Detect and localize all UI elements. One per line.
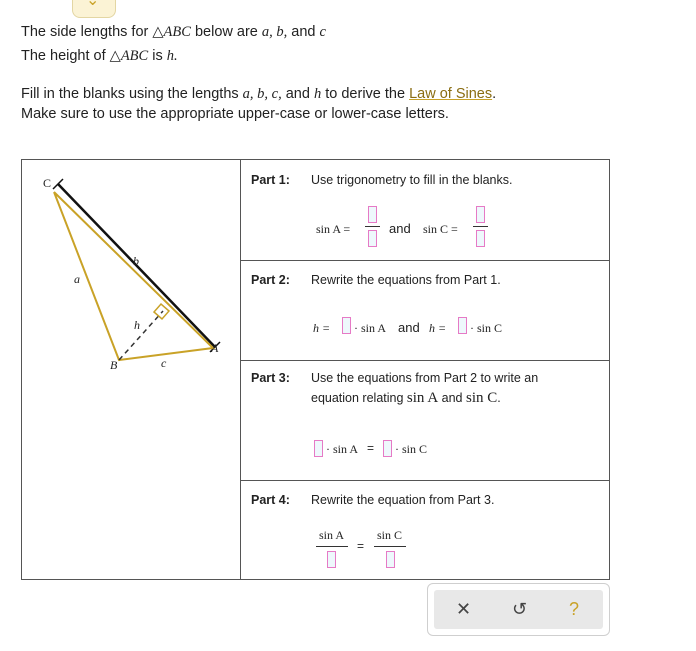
- fraction-bar: [316, 546, 348, 547]
- toolbar-inner: [434, 590, 603, 629]
- dot-sinA-label: · sin A: [354, 321, 387, 335]
- right-angle-marker: [154, 304, 169, 319]
- triangle-figure: [22, 160, 239, 579]
- help-button[interactable]: ?: [569, 599, 580, 619]
- height-line: [119, 311, 163, 360]
- part4-blank-2[interactable]: [386, 551, 395, 568]
- part-2-title: Part 2:: [251, 273, 290, 287]
- part-3-title: Part 3:: [251, 371, 290, 385]
- part2-blank-2[interactable]: [458, 317, 467, 334]
- law-of-sines-link[interactable]: Law of Sines: [409, 86, 493, 102]
- vertex-B-label: B: [110, 358, 118, 372]
- equals-sign: =: [357, 539, 365, 553]
- part3-blank-2[interactable]: [383, 440, 392, 457]
- chevron-down-icon: ⌄: [86, 0, 100, 9]
- height-line: The height of △ABC is h.: [21, 48, 178, 64]
- and-label: and: [389, 221, 411, 236]
- part-4-title: Part 4:: [251, 493, 290, 507]
- part-3-text-line2: equation relating sin A and sin C.: [311, 390, 501, 406]
- answer-toolbar: [427, 583, 610, 636]
- fraction-bar: [473, 226, 488, 227]
- part1-sinA-numerator[interactable]: [368, 206, 377, 223]
- sinA-numerator-label: sin A: [319, 528, 345, 542]
- fraction-bar: [374, 546, 406, 547]
- row-divider: [240, 480, 610, 481]
- clear-button[interactable]: ✕: [456, 599, 472, 619]
- instructions-line: Fill in the blanks using the lengths a, b, c, and h to derive the Law of Sines.: [21, 86, 497, 102]
- sinC-label: sin C =: [423, 222, 458, 236]
- part1-sinA-denominator[interactable]: [368, 230, 377, 247]
- fraction-bar: [365, 226, 380, 227]
- dot-sinC-label: · sin C: [470, 321, 503, 335]
- side-c-label: c: [161, 356, 167, 370]
- column-divider: [240, 160, 241, 579]
- sinC-numerator-label: sin C: [377, 528, 403, 542]
- side-lengths-line: The side lengths for △ABC below are a, b, and c: [21, 24, 326, 40]
- side-b-label: b: [133, 254, 139, 268]
- part3-blank-1[interactable]: [314, 440, 323, 457]
- part-2-text: Rewrite the equations from Part 1.: [311, 273, 501, 287]
- part4-blank-1[interactable]: [327, 551, 336, 568]
- side-a-label: a: [74, 272, 80, 286]
- undo-button[interactable]: ↺: [512, 599, 528, 619]
- part2-blank-1[interactable]: [342, 317, 351, 334]
- height-h-label: h: [134, 318, 140, 332]
- dot-sinC-label: · sin C: [395, 442, 428, 456]
- row-divider: [240, 360, 610, 361]
- vertex-A-label: A: [211, 341, 219, 355]
- row-divider: [240, 260, 610, 261]
- part1-sinC-numerator[interactable]: [476, 206, 485, 223]
- vertex-C-label: C: [43, 176, 52, 190]
- sinA-label: sin A =: [316, 222, 351, 236]
- instructions-line-2: Make sure to use the appropriate upper-case or lower-case letters.: [21, 106, 449, 122]
- part-3-text-line1: Use the equations from Part 2 to write an: [311, 371, 539, 385]
- collapse-toggle[interactable]: [72, 0, 116, 18]
- dot-sinA-label: · sin A: [326, 442, 359, 456]
- h-eq-label: h =: [429, 321, 447, 335]
- h-eq-label: h =: [313, 321, 331, 335]
- derivation-table: [21, 159, 610, 580]
- part-4-text: Rewrite the equation from Part 3.: [311, 493, 495, 507]
- part-1-title: Part 1:: [251, 173, 290, 187]
- part-1-text: Use trigonometry to fill in the blanks.: [311, 173, 513, 187]
- part1-sinC-denominator[interactable]: [476, 230, 485, 247]
- equals-sign: =: [367, 441, 375, 455]
- and-label: and: [398, 320, 420, 335]
